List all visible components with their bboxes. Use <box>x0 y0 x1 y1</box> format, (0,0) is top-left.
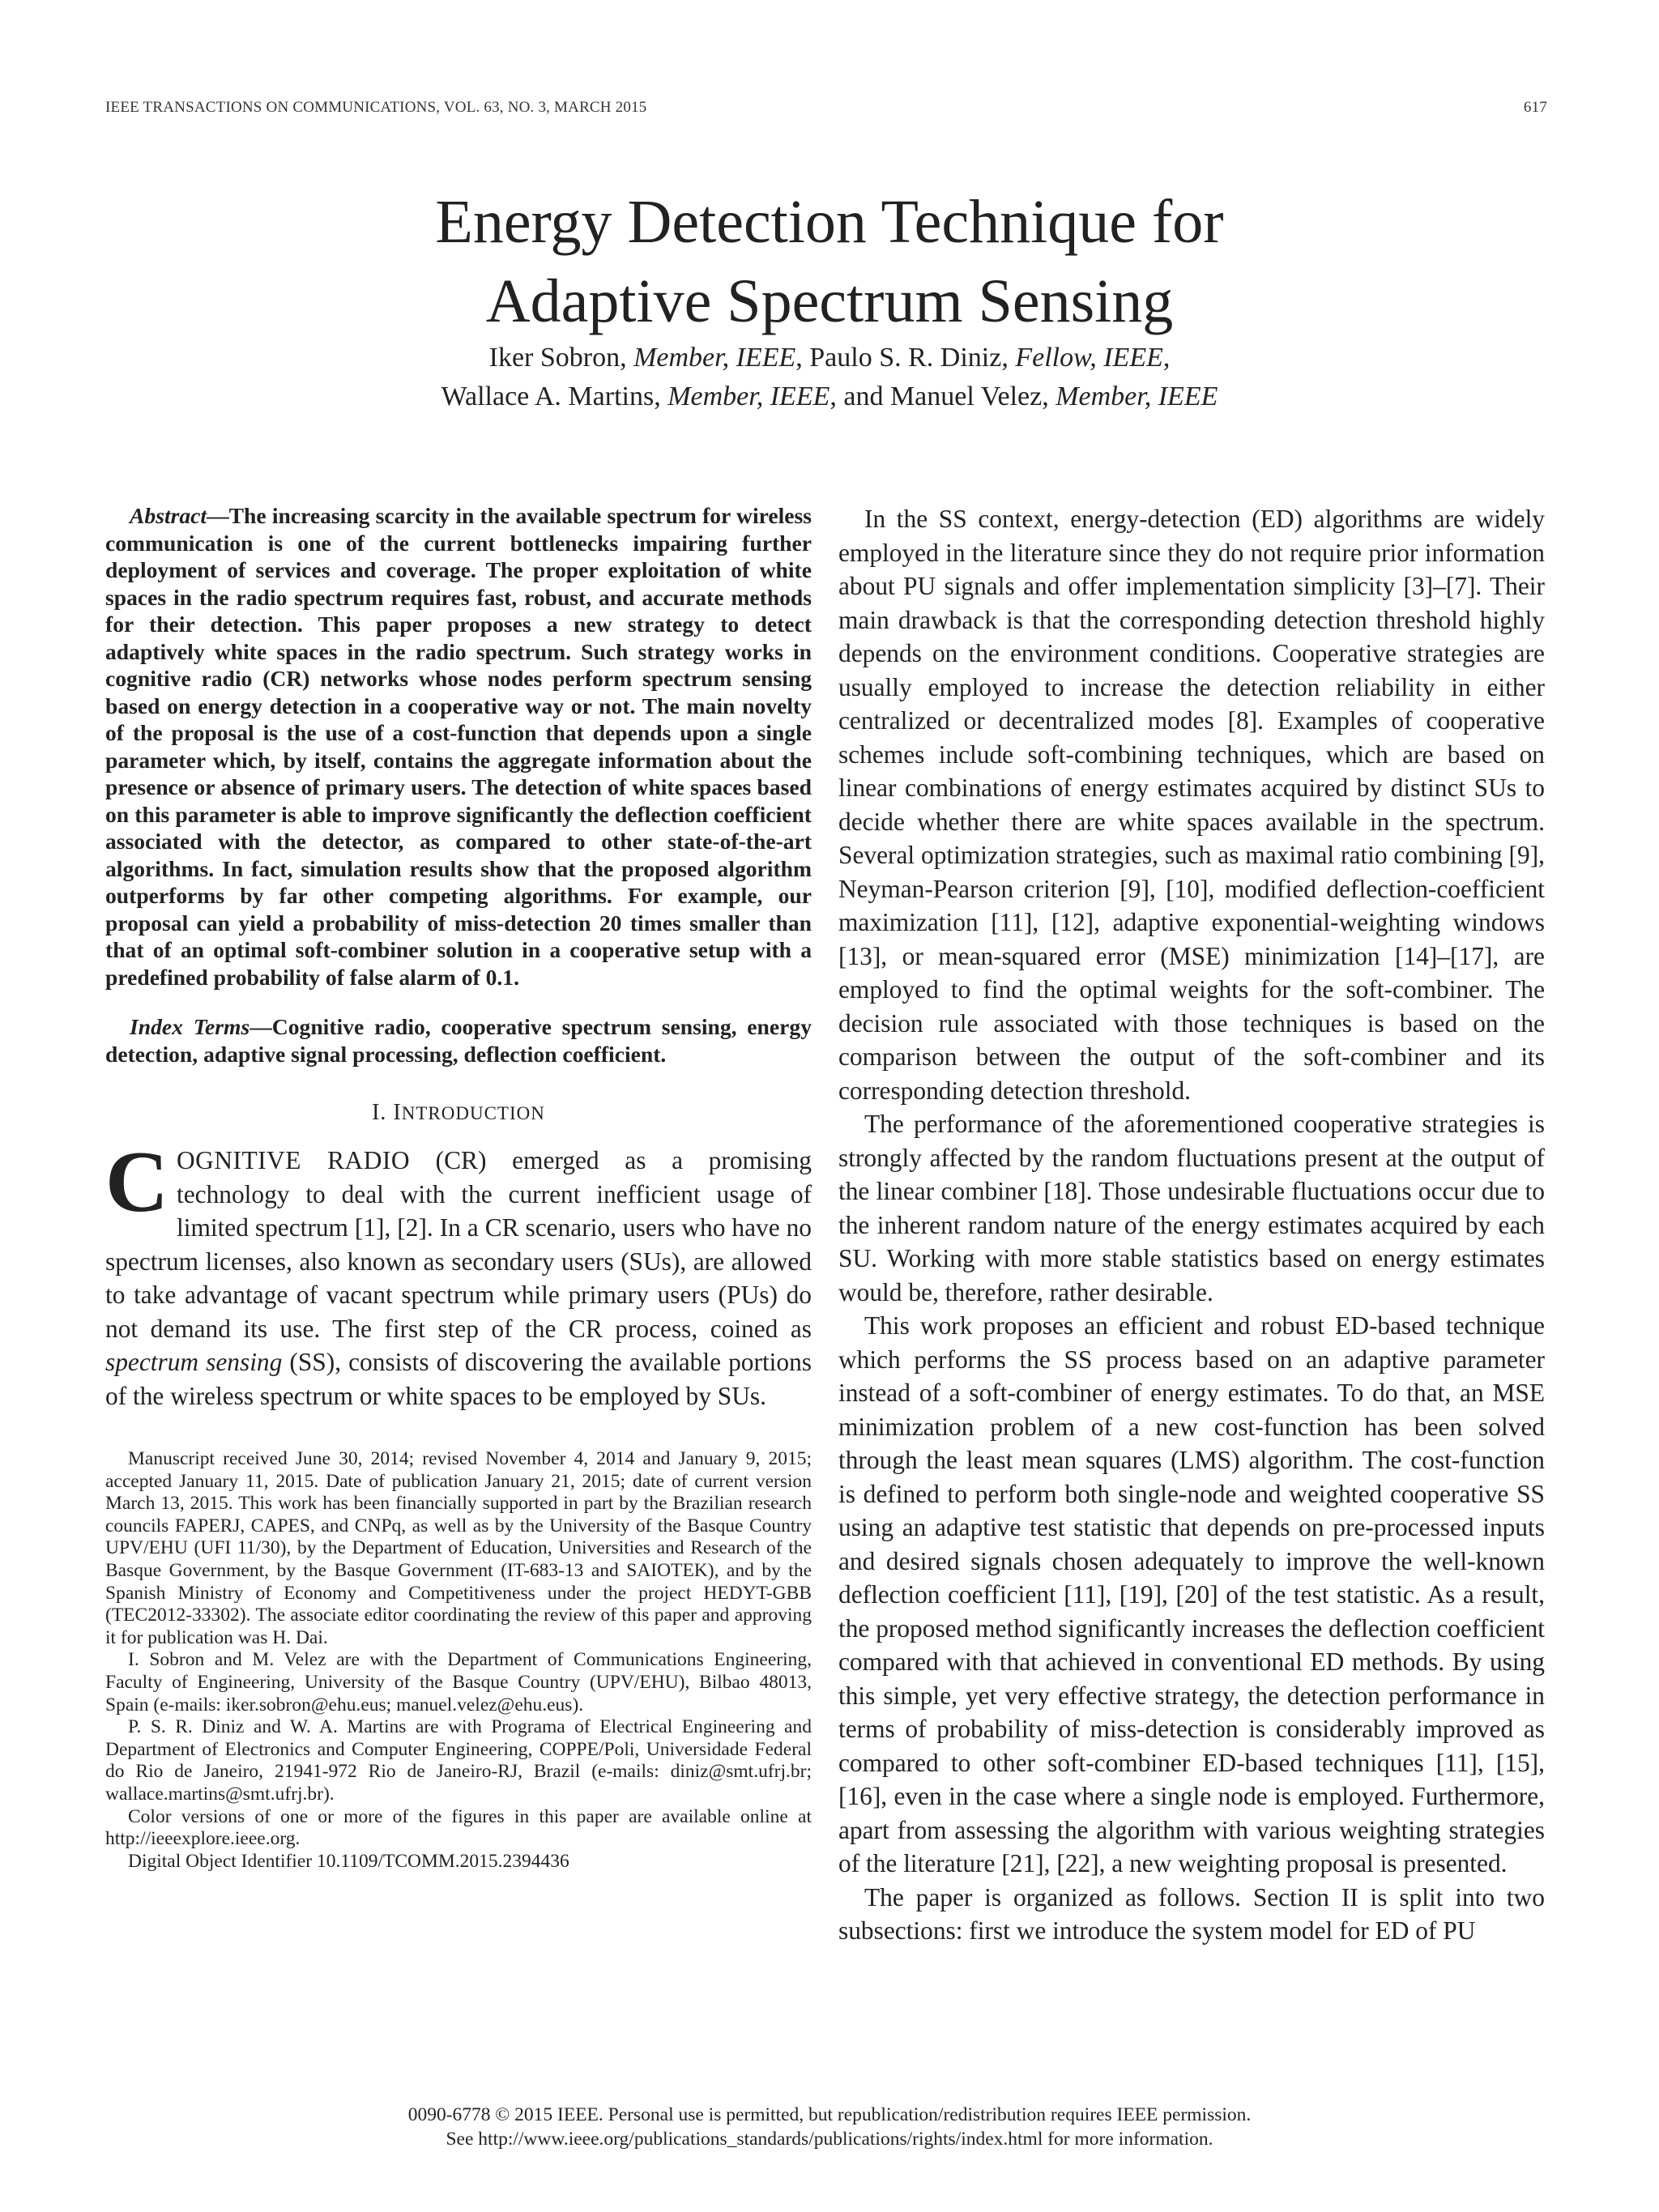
title-line-2: Adaptive Spectrum Sensing <box>485 267 1174 335</box>
intro-text-2: (SS), consists of discovering the available portions of the wireless spectrum or white spaces to be employed by SUs. <box>105 1348 812 1410</box>
copyright-line-1: 0090-6778 © 2015 IEEE. Personal use is permitted, but republication/redistribution requires IEEE permission. <box>407 2104 1252 2125</box>
footnotes <box>105 1448 812 1873</box>
left-column <box>105 502 812 1873</box>
body-paragraph-2: The performance of the aforementioned cooperative strategies is strongly affected by the random fluctuations present at the output of the linear combiner [18]. Those undesirable fluctuations occur due to the inherent random nature of the energy estimates acquired by each SU. Working with more stable statistics based on energy estimates would be, therefore, rather desirable. <box>838 1110 1545 1306</box>
footnote-manuscript: Manuscript received June 30, 2014; revised November 4, 2014 and January 9, 2015; accepted January 11, 2015. Date of publication January 21, 2015; date of current version March 13, 2015. This work has been financially supported in part by the Brazilian research councils FAPERJ, CAPES, and CNPq, as well as by the University of the Basque Country UPV/EHU (UFI 11/30), by the Department of Education, Universities and Research of the Basque Government, by the Basque Government (IT-683-13 and SAIOTEK), and by the Spanish Ministry of Economy and Competitiveness under the project HEDYT-GBB (TEC2012-33302). The associate editor coordinating the review of this paper and approving it for publication was H. Dai. <box>105 1448 812 1648</box>
index-terms-label: Index Terms <box>130 1014 250 1039</box>
abstract-label: Abstract <box>130 503 207 528</box>
introduction-paragraph <box>105 1134 812 1413</box>
footnote-affiliation-2: P. S. R. Diniz and W. A. Martins are with Programa of Electrical Engineering and Department of Electronics and Computer Engineering, COPPE/Poli, Universidade Federal do Rio de Janeiro, 21941-972 Rio de Janeiro-RJ, Brazil (e-mails: diniz@smt.ufrj.br; wallace.martins@smt.ufrj.br). <box>105 1716 812 1805</box>
abstract <box>105 502 812 991</box>
author-1: Iker Sobron, <box>488 343 627 373</box>
footnote-doi: Digital Object Identifier 10.1109/TCOMM.2015.2394436 <box>128 1850 569 1872</box>
copyright-line-2: See http://www.ieee.org/publications_standards/publications/rights/index.html for more information. <box>446 2129 1213 2150</box>
author-list <box>0 339 1659 416</box>
page-number: 617 <box>1523 99 1547 116</box>
section-heading-introduction <box>105 1100 812 1126</box>
author-1-role: Member, IEEE <box>633 343 796 373</box>
body-paragraph-1: In the SS context, energy-detection (ED) algorithms are widely employed in the literature since they do not require prior information about PU signals and offer implementation simplicity [3]–[7]. Their main drawback is that the corresponding detection threshold highly depends on the environment conditions. Cooperative strategies are usually employed to increase the detection reliability in either centralized or decentralized modes [8]. Examples of cooperative schemes include soft-combining techniques, which are based on linear combinations of energy estimates acquired by distinct SUs to decide whether there are white spaces available in the spectrum. Several optimization strategies, such as maximal ratio combining [9], Neyman-Pearson criterion [9], [10], modified deflection-coefficient maximization [11], [12], adaptive exponential-weighting windows [13], or mean-squared error (MSE) minimization [14]–[17], are employed to find the optimal weights for the soft-combiner. The decision rule associated with those techniques is based on the comparison between the output of the soft-combiner and its corresponding detection threshold. <box>838 505 1545 1105</box>
author-4-role: Member, IEEE <box>1056 381 1218 411</box>
author-2-role: Fellow, IEEE <box>1015 343 1163 373</box>
author-2: , Paulo S. R. Diniz, <box>795 343 1009 373</box>
section-numeral: I. I <box>372 1100 402 1125</box>
index-terms <box>105 1013 812 1068</box>
author-3: Wallace A. Martins, <box>441 381 661 411</box>
intro-italic-term: spectrum sensing <box>105 1348 283 1376</box>
author-4: , and Manuel Velez, <box>830 381 1049 411</box>
drop-cap: C <box>105 1134 168 1230</box>
author-2-end: , <box>1162 343 1171 373</box>
intro-text-1: (CR) emerged as a promising technology to deal with the current inefficient usage of limited spectrum [1], [2]. In a CR scenario, users who have no spectrum licenses, also known as secondary users (SUs), are allowed to take advantage of vacant spectrum while primary users (PUs) do not demand its use. The first step of the CR process, coined as <box>105 1146 812 1343</box>
journal-info: IEEE TRANSACTIONS ON COMMUNICATIONS, VOL. 63, NO. 3, MARCH 2015 <box>105 99 647 116</box>
lead-caps: OGNITIVE RADIO <box>177 1146 410 1174</box>
right-column <box>838 502 1545 1948</box>
section-title: NTRODUCTION <box>401 1103 545 1123</box>
abstract-text: —The increasing scarcity in the available spectrum for wireless communication is one of the current bottlenecks impairing further deployment of services and coverage. The proper exploitation of white spaces in the radio spectrum requires fast, robust, and accurate methods for their detection. This paper proposes a new strategy to detect adaptively white spaces in the radio spectrum. Such strategy works in cognitive radio (CR) networks whose nodes perform spectrum sensing based on energy detection in a cooperative way or not. The main novelty of the proposal is the use of a cost-function that depends upon a single parameter which, by itself, contains the aggregate information about the presence or absence of primary users. The detection of white spaces based on this parameter is able to improve significantly the deflection coefficient associated with the detector, as compared to other state-of-the-art algorithms. In fact, simulation results show that the proposed algorithm outperforms by far other competing algorithms. For example, our proposal can yield a probability of miss-detection 20 times smaller than that of an optimal soft-combiner solution in a cooperative setup with a predefined probability of false alarm of 0.1. <box>105 503 812 990</box>
body-paragraph-4: The paper is organized as follows. Section II is split into two subsections: first we introduce the system model for ED of PU <box>838 1882 1545 1945</box>
footnote-color-versions: Color versions of one or more of the figures in this paper are available online at http://ieeexplore.ieee.org. <box>105 1805 812 1850</box>
footnote-affiliation-1: I. Sobron and M. Velez are with the Department of Communications Engineering, Faculty of Engineering, University of the Basque Country (UPV/EHU), Bilbao 48013, Spain (e-mails: iker.sobron@ehu.eus; manuel.velez@ehu.eus). <box>105 1649 812 1715</box>
body-paragraph-3: This work proposes an efficient and robust ED-based technique which performs the SS process based on an adaptive parameter instead of a soft-combiner of energy estimates. To do that, an MSE minimization problem of a new cost-function has been solved through the least mean squares (LMS) algorithm. The cost-function is defined to perform both single-node and weighted cooperative SS using an adaptive test statistic that depends on pre-processed inputs and desired signals chosen adequately to improve the well-known deflection coefficient [11], [19], [20] of the test statistic. As a result, the proposed method significantly increases the deflection coefficient compared with that achieved in conventional ED methods. By using this simple, yet very effective strategy, the detection performance in terms of probability of miss-detection is considerably improved as compared to other soft-combiner ED-based techniques [11], [15], [16], even in the case where a single node is employed. Furthermore, apart from assessing the algorithm with various weighting strategies of the literature [21], [22], a new weighting proposal is presented. <box>838 1311 1545 1877</box>
paper-title <box>0 182 1659 341</box>
title-line-1: Energy Detection Technique for <box>435 188 1224 256</box>
copyright-notice <box>0 2103 1659 2151</box>
index-terms-text: —Cognitive radio, cooperative spectrum sensing, energy detection, adaptive signal processing, deflection coefficient. <box>105 1014 812 1067</box>
author-3-role: Member, IEEE <box>667 381 830 411</box>
